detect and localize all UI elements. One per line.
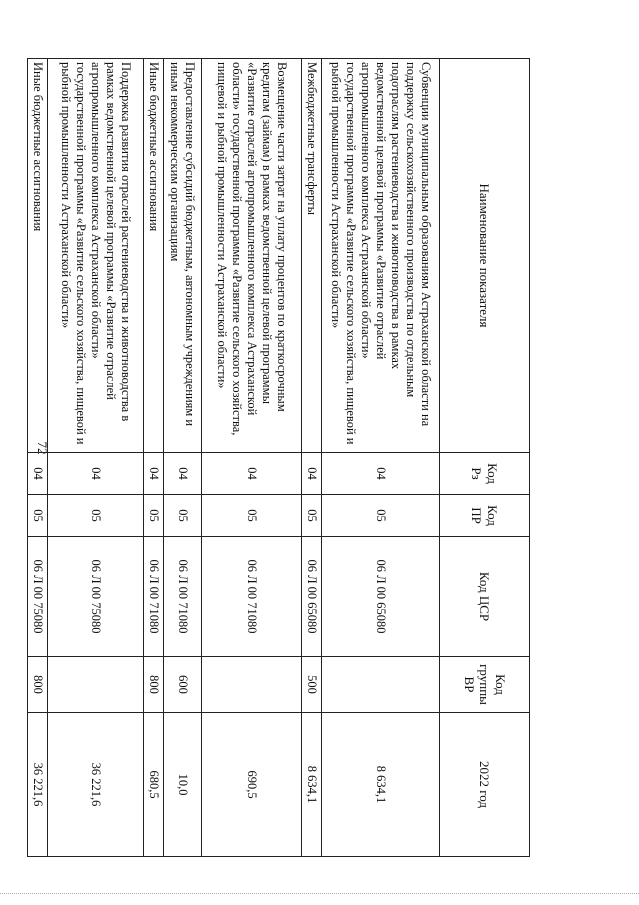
row-pr: 05 [202, 495, 302, 537]
header-year: 2022 год [440, 713, 530, 857]
row-rz: 04 [164, 453, 202, 495]
row-name: Субвенции муниципальным образованиям Астраханской области на поддержку сельскохозяйственного производства по отдельным подотраслям растениеводства и животноводства в рамках ведомственной целевой программы «Развитие отраслей агропромышленного комплекса Астраханской области» государственной программы «Развитие сельского хозяйства, пищевой и рыбной промышленности Астраханской области» [322, 59, 440, 453]
row-rz: 04 [202, 453, 302, 495]
row-pr: 05 [28, 495, 48, 537]
row-name: Возмещение части затрат на уплату процентов по краткосрочным кредитам (займам) в рамках ведомственной целевой программы «Развитие отраслей агропромышленного комплекса Астраханской области» государственной программы «Развитие сельского хозяйства, пищевой и рыбной промышленности Астраханской области» [202, 59, 302, 453]
table-row [164, 59, 202, 857]
header-name: Наименование показателя [440, 59, 530, 453]
row-rz: 04 [144, 453, 164, 495]
row-amount: 680,5 [144, 713, 164, 857]
header-vr: Код группы ВР [440, 657, 530, 713]
scan-edge-divider [0, 893, 639, 894]
header-csr: Код ЦСР [440, 537, 530, 657]
table-row [48, 59, 144, 857]
row-amount: 36 221,6 [48, 713, 144, 857]
header-pr: Код ПР [440, 495, 530, 537]
header-rz: Код Рз [440, 453, 530, 495]
table-row [202, 59, 302, 857]
row-pr: 05 [322, 495, 440, 537]
row-csr: 06 Л 00 75080 [28, 537, 48, 657]
row-rz: 04 [302, 453, 322, 495]
table-row [144, 59, 164, 857]
row-pr: 05 [164, 495, 202, 537]
page-number: 72 [35, 441, 50, 455]
table-row [28, 59, 48, 857]
row-name: Иные бюджетные ассигнования [28, 59, 48, 453]
table-header-row [440, 59, 530, 857]
row-rz: 04 [48, 453, 144, 495]
row-csr: 06 Л 00 75080 [48, 537, 144, 657]
row-name: Иные бюджетные ассигнования [144, 59, 164, 453]
row-pr: 05 [144, 495, 164, 537]
row-amount: 690,5 [202, 713, 302, 857]
row-amount: 8 634,1 [302, 713, 322, 857]
row-csr: 06 Л 00 71080 [144, 537, 164, 657]
row-vr: 800 [144, 657, 164, 713]
row-vr [322, 657, 440, 713]
row-rz: 04 [28, 453, 48, 495]
row-name: Предоставление субсидий бюджетным, автономным учреждениям и иным некоммерческим организациям [164, 59, 202, 453]
row-pr: 05 [302, 495, 322, 537]
row-csr: 06 Л 00 71080 [164, 537, 202, 657]
row-name: Поддержка развития отраслей растениеводства и животноводства в рамках ведомственной целевой программы «Развитие отраслей агропромышленного комплекса Астраханской области» государственной программы «Развитие сельского хозяйства, пищевой и рыбной промышленности Астраханской области» [48, 59, 144, 453]
row-vr: 500 [302, 657, 322, 713]
row-amount: 10,0 [164, 713, 202, 857]
row-csr: 06 Л 00 65080 [322, 537, 440, 657]
budget-table [27, 58, 530, 857]
row-name: Межбюджетные трансферты [302, 59, 322, 453]
row-vr [202, 657, 302, 713]
row-csr: 06 Л 00 71080 [202, 537, 302, 657]
row-vr [48, 657, 144, 713]
row-csr: 06 Л 00 65080 [302, 537, 322, 657]
row-rz: 04 [322, 453, 440, 495]
table-row [302, 59, 322, 857]
row-amount: 8 634,1 [322, 713, 440, 857]
row-amount: 36 221,6 [28, 713, 48, 857]
row-vr: 800 [28, 657, 48, 713]
row-vr: 600 [164, 657, 202, 713]
table-row [322, 59, 440, 857]
row-pr: 05 [48, 495, 144, 537]
